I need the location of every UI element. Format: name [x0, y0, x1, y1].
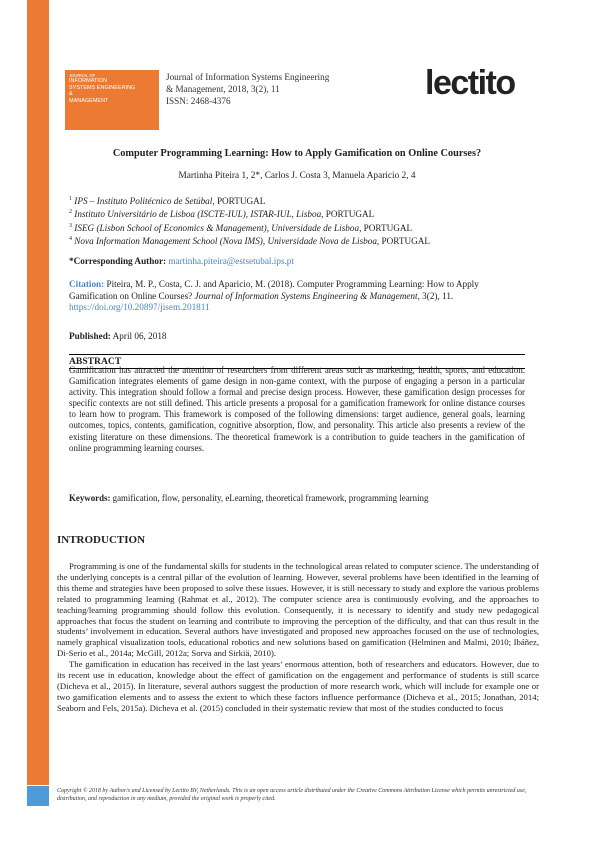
- journal-logo: [65, 70, 159, 130]
- orange-sidebar-stripe: [27, 0, 49, 785]
- published-value: April 06, 2018: [112, 331, 167, 341]
- publisher-logo[interactable]: lectito: [425, 64, 515, 102]
- abstract-text: Gamification has attracted the attention of researchers from different areas such as marketing, health, sports, and education. Gamification integrates elements of game design in non-game context, with the purpose of engaging a person in a particular activity. This integration should follow a formal and precise design process. However, these gamification design processes for specific contexts are not still defined. This article presents a proposal for a gamification framework for online distance courses to learn how to program. This framework is composed of the following dimensions: target audience, general goals, learning outcomes, topics, contents, gamification, cognitive absorption, flow, and personality. This article also presents a review of the existing literature on these dimensions. The theoretical framework is a contribution to guide teachers in the gamification of online programming learning courses.: [69, 365, 525, 453]
- affiliation-item: $^4$ Nova Information Management School (Nova IMS), Universidade Nova de Lisboa, PORTUGAL: [69, 235, 430, 246]
- corresponding-email-link[interactable]: martinha.piteira@estsetubal.ips.pt: [168, 256, 294, 266]
- introduction-paragraph: The gamification in education has received in the last years’ enormous attention, both of researchers and educators. However, due to its recent use in education, knowledge about the effect of gamification on the engagement and performance of students is still scarce (Dicheva et al., 2015). In literature, several authors suggest the production of more research work, which will include for example one or two gamification elements and to assess the extent to which these factors influence performance (Dicheva et al., 2015; Jonathan, 2014; Seaborn and Fels, 2015a). Dicheva et al. (2015) concluded in their systematic review that most of the studies conducted to focus: [57, 659, 539, 713]
- citation-text: Piteira, M. P., Costa, C. J. and Aparicio, M. (2018). Computer Programming Learning: How to Apply Gamification on Online Courses?: [69, 279, 479, 301]
- journal-logo-line: &: [69, 91, 73, 98]
- published-date: [69, 331, 167, 341]
- citation-block: [69, 279, 525, 314]
- blue-footer-box: [27, 786, 49, 806]
- introduction-paragraph: Programming is one of the fundamental skills for students in the technological areas related to computer science. The understanding of the underlying concepts is a central pillar of the evolution of learning. However, several problems have been identified in the learning of this theme and strategies have been proposed to solve these issues. However, it is still necessary to study and explore the various problems related to programming learning (Rahmat et al., 2012). The computer science area is continuously evolving, and the approaches to teaching/learning programming should follow this evolution. Consequently, it is necessary to identify and study new pedagogical approaches that focus the student on learning and contribute to improving the perception of the difficulty, and that can thus result in the students’ involvement in education. Several authors have investigated and proposed new approaches focused on the use of technologies, namely graphical visualization tools, educational robotics and new solutions based on gamification (Helminen and Malmi, 2010; Ibáñez, Di-Serio et al., 2014a; McGill, 2012a; Sorva and Sirkiä, 2010).: [57, 561, 539, 659]
- corresponding-author: [69, 256, 294, 266]
- citation-doi-link[interactable]: https://doi.org/10.20897/jisem.201811: [69, 302, 210, 312]
- journal-logo-line: INFORMATION: [69, 78, 108, 84]
- abstract-heading: ABSTRACT: [69, 354, 525, 369]
- paper-title: Computer Programming Learning: How to Apply Gamification on Online Courses?: [112, 148, 482, 159]
- journal-info-line: ISSN: 2468-4376: [166, 96, 231, 106]
- journal-logo-line: SYSTEMS ENGINEERING: [69, 84, 136, 91]
- citation-tail: 3(2), 11.: [422, 290, 454, 301]
- keywords-label: Keywords:: [69, 493, 111, 503]
- journal-info-line: Journal of Information Systems Engineering: [166, 72, 330, 82]
- citation-label: Citation:: [69, 279, 105, 289]
- introduction-body: [57, 561, 539, 714]
- journal-logo-line: MANAGEMENT: [69, 97, 109, 104]
- journal-logo-line: JOURNAL OF: [69, 73, 96, 78]
- journal-info-line: & Management, 2018, 3(2), 11: [166, 84, 280, 94]
- affiliation-item: $^2$ Instituto Universitário de Lisboa (ISCTE-IUL), ISTAR-IUL, Lisboa, PORTUGAL: [69, 209, 375, 220]
- published-label: Published:: [69, 331, 111, 341]
- citation-journal: Journal of Information Systems Engineering & Management,: [194, 290, 420, 301]
- introduction-heading: INTRODUCTION: [57, 534, 146, 546]
- copyright-footer: Copyright © 2018 by Author/s and Licensed by Lectito BV, Netherlands. This is an open access article distributed under the Creative Commons Attribution License which permits unrestricted use, distribution, and reproduction in any medium, provided the original work is properly cited.: [57, 788, 527, 802]
- keywords: [69, 493, 525, 503]
- paper-authors: Martinha Piteira 1, 2*, Carlos J. Costa 3, Manuela Aparicio 2, 4: [178, 171, 416, 181]
- affiliations-list: [69, 194, 525, 247]
- corresponding-label: *Corresponding Author:: [69, 256, 167, 266]
- journal-info: [166, 71, 329, 107]
- affiliation-item: $^3$ ISEG (Lisbon School of Economics & Management), Universidade de Lisboa, PORTUGAL: [69, 222, 413, 233]
- keywords-value: gamification, flow, personality, eLearning, theoretical framework, programming learning: [112, 493, 429, 503]
- affiliation-item: $^1$ IPS – Instituto Politécnico de Setúbal, PORTUGAL: [69, 196, 266, 207]
